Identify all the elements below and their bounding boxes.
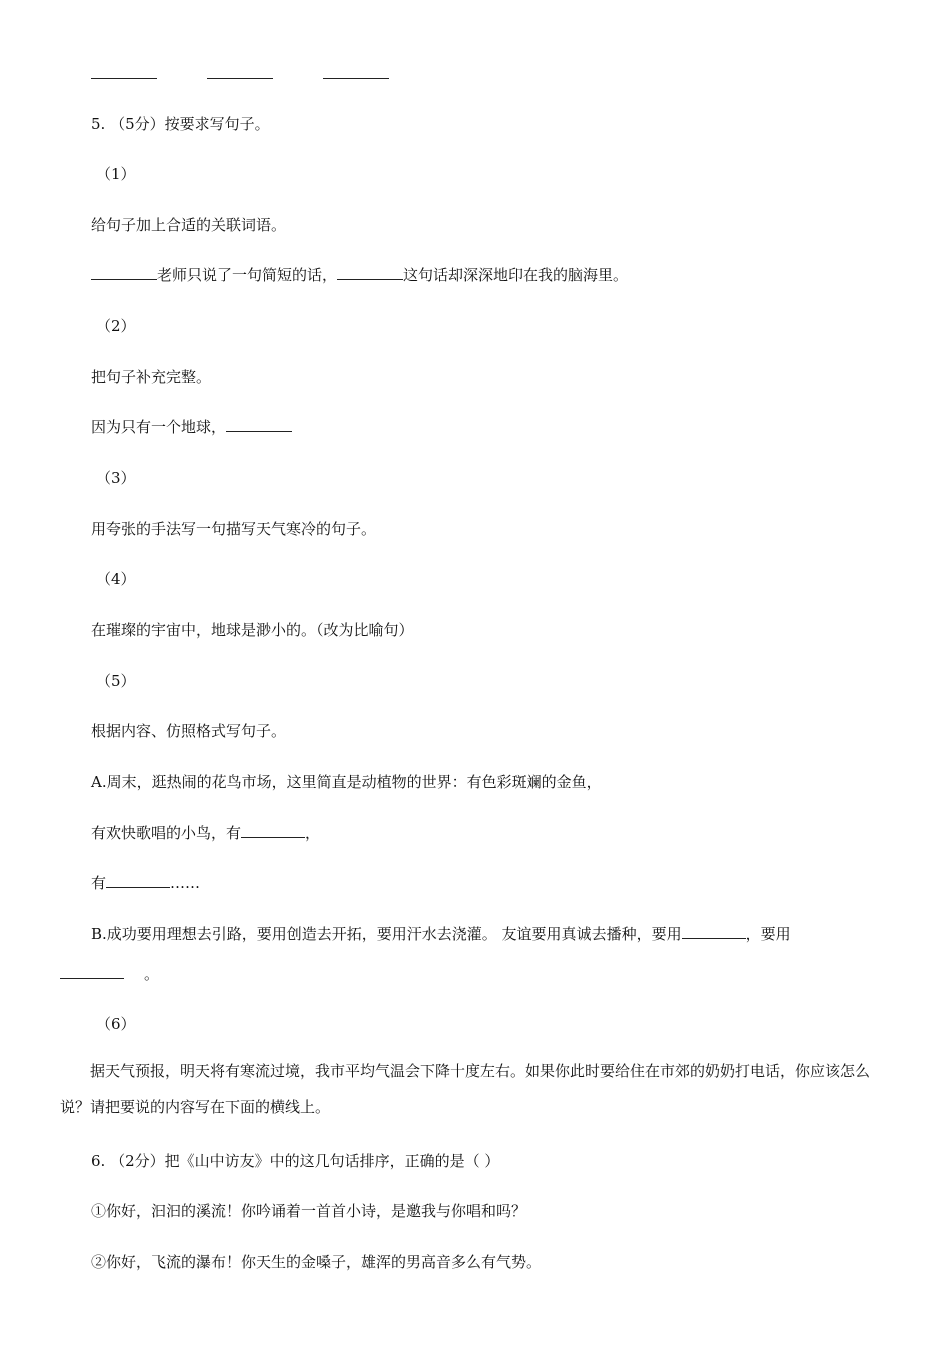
part-1-sentence [91, 265, 628, 285]
part-5-a-line-3-ellipsis: …… [170, 874, 201, 892]
answer-blank[interactable] [106, 873, 170, 888]
part-2-instruction: 把句子补充完整。 [91, 368, 212, 386]
answer-blank[interactable] [207, 64, 273, 79]
answer-blank[interactable] [241, 823, 305, 838]
part-2-number: （2） [96, 317, 136, 335]
answer-blank[interactable] [60, 964, 124, 979]
part-5-a-line-3 [91, 873, 200, 893]
part-1-number: （1） [96, 165, 136, 183]
question-6-sentence-2: ②你好，飞流的瀑布！你天生的金嗓子，雄浑的男高音多么有气势。 [91, 1253, 542, 1271]
answer-blank[interactable] [323, 64, 389, 79]
part-5-a-line-2 [91, 823, 320, 843]
question-6-sentence-1: ①你好，汩汩的溪流！你吟诵着一首首小诗，是邀我与你唱和吗？ [91, 1202, 527, 1220]
part-5-b-line-1-text: B.成功要用理想去引路，要用创造去开拓，要用汗水去浇灌。 友谊要用真诚去播种，要用 [91, 925, 682, 943]
part-1-instruction: 给句子加上合适的关联词语。 [91, 216, 287, 234]
part-5-b-line-2-end: 。 [144, 965, 160, 983]
answer-blank[interactable] [91, 265, 157, 280]
top-answer-blanks [91, 64, 439, 84]
part-5-a-line-2-comma: ， [305, 824, 321, 842]
part-1-text-a: 老师只说了一句简短的话， [157, 266, 338, 284]
part-5-b-line-2 [60, 964, 159, 984]
part-3-instruction: 用夸张的手法写一句描写天气寒冷的句子。 [91, 520, 377, 538]
part-5-a-line-1: A.周末，逛热闹的花鸟市场，这里简直是动植物的世界：有色彩斑斓的金鱼， [91, 773, 602, 791]
part-5-a-line-2-text: 有欢快歌唱的小鸟，有 [91, 824, 242, 842]
part-5-b-line-1-tail: ，要用 [745, 925, 791, 943]
part-2-sentence [91, 417, 292, 437]
answer-blank[interactable] [226, 417, 292, 432]
question-5-heading: 5. （5分）按要求写句子。 [91, 115, 270, 133]
part-4-number: （4） [96, 570, 136, 588]
part-1-text-b: 这句话却深深地印在我的脑海里。 [403, 266, 629, 284]
part-5-b-line-1 [91, 924, 893, 944]
part-2-text: 因为只有一个地球， [91, 418, 227, 436]
answer-blank[interactable] [337, 265, 403, 280]
question-6-heading: 6. （2分）把《山中访友》中的这几句话排序，正确的是（ ） [91, 1152, 500, 1170]
answer-blank[interactable] [682, 924, 746, 939]
part-5-instruction: 根据内容、仿照格式写句子。 [91, 722, 287, 740]
answer-blank[interactable] [91, 64, 157, 79]
part-3-number: （3） [96, 469, 136, 487]
part-6-number: （6） [96, 1015, 136, 1033]
part-5-number: （5） [96, 672, 136, 690]
part-4-instruction: 在璀璨的宇宙中，地球是渺小的。（改为比喻句） [91, 621, 414, 639]
part-6-text: 据天气预报，明天将有寒流过境，我市平均气温会下降十度左右。如果你此时要给住在市郊的奶奶打电话，你应该怎么说？请把要说的内容写在下面的横线上。 [60, 1062, 871, 1116]
part-5-a-line-3-text: 有 [91, 874, 107, 892]
